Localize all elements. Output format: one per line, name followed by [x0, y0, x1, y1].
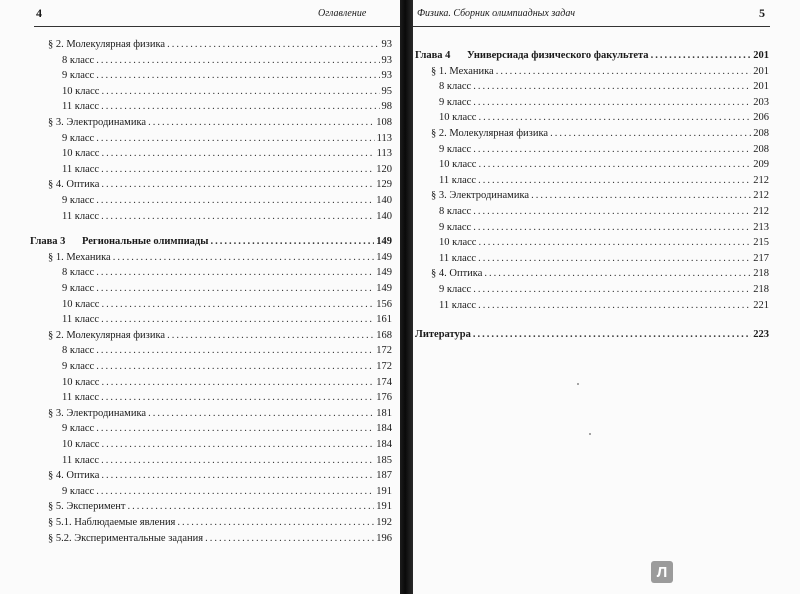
left-header-rule [34, 26, 400, 27]
toc-entry [62, 484, 392, 499]
dot-leader [473, 220, 751, 235]
toc-entry-label: 10 класс [62, 148, 100, 160]
toc-page-number: 149 [376, 283, 392, 294]
toc-entry [62, 209, 392, 224]
toc-entry [62, 297, 392, 312]
dot-leader [101, 146, 374, 161]
toc-entry [48, 515, 392, 530]
left-page-number: 4 [36, 6, 42, 20]
toc-entry-label: 11 класс [439, 174, 477, 186]
dot-leader [96, 421, 374, 436]
toc-page-number: 184 [376, 439, 392, 450]
toc-page-number: 201 [753, 81, 769, 93]
dot-leader [148, 115, 374, 130]
toc-entry [439, 173, 769, 188]
dot-leader [96, 265, 374, 280]
dot-leader [478, 157, 751, 172]
toc-entry-label: 11 класс [62, 163, 100, 175]
dot-leader [473, 95, 751, 110]
toc-entry-label: 11 класс [62, 454, 100, 466]
toc-entry-label: § 3. Электродинамика [48, 117, 147, 128]
toc-entry [62, 84, 392, 99]
toc-entry-label: 8 класс [439, 206, 472, 217]
toc-entry [48, 531, 392, 546]
toc-entry [439, 95, 769, 110]
dot-leader [473, 142, 751, 157]
toc-page-number: 187 [376, 470, 392, 482]
dot-leader [478, 235, 751, 250]
toc-entry-label: 11 класс [439, 299, 477, 311]
toc-chapter-label [415, 48, 649, 63]
left-running-title: Оглавление [318, 8, 367, 19]
toc-entry [48, 468, 392, 483]
toc-entry-label: 8 класс [439, 81, 472, 93]
dot-leader [531, 188, 751, 203]
toc-page-number: 108 [376, 117, 392, 128]
toc-entry [62, 53, 392, 68]
toc-entry [439, 298, 769, 313]
dot-leader [101, 209, 374, 224]
toc-entry-label: 9 класс [62, 70, 95, 82]
toc-page-number: 120 [376, 163, 392, 175]
toc-page-number: 196 [376, 532, 392, 544]
toc-entry-label: 9 класс [62, 361, 95, 372]
toc-entry [439, 220, 769, 235]
paper-speck [577, 383, 579, 385]
toc-entry-label: § 4. Оптика [48, 470, 100, 482]
toc-page-number: 140 [376, 195, 392, 206]
toc-page-number: 206 [753, 112, 769, 124]
toc-entry-label: 10 класс [62, 376, 100, 388]
dot-leader [113, 250, 375, 265]
toc-page-number: 218 [753, 268, 769, 280]
toc-page-number: 113 [376, 132, 392, 144]
dot-leader [101, 162, 374, 177]
toc-entry-label: 10 класс [439, 159, 477, 171]
toc-entry-label: 9 класс [439, 143, 472, 155]
toc-entry-label: § 2. Молекулярная физика [48, 39, 166, 50]
toc-entry [62, 359, 392, 374]
toc-entry-label: § 1. Механика [48, 251, 111, 263]
toc-entry-label: 10 класс [62, 439, 100, 450]
toc-chapter-entry [30, 234, 392, 249]
toc-page-number: 93 [381, 70, 392, 82]
toc-page-number: 185 [376, 454, 392, 466]
toc-entry [439, 157, 769, 172]
toc-page-number: 149 [376, 236, 392, 248]
toc-entry [431, 188, 769, 203]
dot-leader [473, 204, 751, 219]
toc-entry-label: § 5. Эксперимент [48, 501, 126, 513]
toc-entry [48, 177, 392, 192]
toc-page-number: 217 [753, 252, 769, 264]
toc-entry-label: 9 класс [62, 132, 95, 144]
toc-page-number: 208 [753, 128, 769, 139]
dot-leader [478, 251, 751, 266]
dot-leader [101, 297, 374, 312]
toc-entry [431, 64, 769, 79]
right-page [413, 0, 800, 594]
dot-leader [101, 453, 374, 468]
toc-entry-label: § 2. Молекулярная физика [48, 329, 166, 341]
toc-page-number: 168 [376, 329, 392, 341]
toc-entry-label: 11 класс [62, 210, 100, 222]
toc-entry [62, 375, 392, 390]
dot-leader [484, 266, 751, 281]
book-spine [400, 0, 413, 594]
toc-entry [62, 162, 392, 177]
toc-page-number: 93 [381, 39, 392, 50]
toc-entry-label: 11 класс [439, 252, 477, 264]
toc-entry [62, 312, 392, 327]
toc-page-number: 209 [753, 159, 769, 171]
toc-page-number: 191 [376, 485, 392, 497]
dot-leader [473, 282, 751, 297]
toc-page-number: 176 [376, 392, 392, 404]
dot-leader [101, 84, 379, 99]
dot-leader [473, 79, 751, 94]
dot-leader [651, 48, 752, 63]
toc-chapter-label [30, 234, 208, 249]
toc-entry [439, 142, 769, 157]
toc-entry [439, 235, 769, 250]
toc-page-number: 95 [381, 85, 392, 97]
toc-entry [439, 282, 769, 297]
toc-page-number: 192 [376, 517, 392, 528]
toc-page-number: 149 [376, 251, 392, 263]
toc-entry-label: 10 класс [62, 298, 100, 310]
dot-leader [96, 53, 379, 68]
toc-page-number: 212 [753, 206, 769, 217]
toc-entry-label: 9 класс [62, 283, 95, 294]
toc-entry-label: 9 класс [62, 195, 95, 206]
toc-entry [62, 343, 392, 358]
dot-leader [210, 234, 374, 249]
dot-leader [478, 298, 751, 313]
toc-page-number: 218 [753, 284, 769, 295]
toc-entry-label: § 2. Молекулярная физика [431, 128, 549, 139]
dot-leader [496, 64, 752, 79]
toc-entry-label: Литература [415, 329, 471, 341]
toc-entry [431, 266, 769, 281]
toc-entry-label: 9 класс [439, 221, 472, 233]
toc-page-number: 156 [376, 298, 392, 310]
toc-entry-label: § 3. Электродинамика [48, 407, 147, 419]
dot-leader [473, 327, 751, 342]
toc-entry [48, 115, 392, 130]
right-page-header [413, 6, 800, 24]
dot-leader [96, 484, 374, 499]
toc-page-number: 98 [381, 101, 392, 113]
paper-speck [589, 433, 591, 435]
dot-leader [478, 110, 751, 125]
toc-entry-label: 9 класс [439, 284, 472, 295]
toc-page-number: 113 [376, 148, 392, 160]
toc-entry-label: 11 класс [62, 101, 100, 113]
toc-entry [439, 79, 769, 94]
toc-entry-label: 8 класс [62, 267, 95, 279]
dot-leader [96, 359, 374, 374]
toc-page-number: 172 [376, 361, 392, 372]
toc-entry [62, 453, 392, 468]
toc-entry-label: 10 класс [439, 237, 477, 249]
toc-entry-label: § 4. Оптика [48, 179, 100, 191]
toc-entry [62, 99, 392, 114]
toc-entry-label: 9 класс [62, 423, 95, 435]
toc-entry [48, 328, 392, 343]
dot-leader [101, 375, 374, 390]
dot-leader [96, 68, 379, 83]
toc-entry [62, 281, 392, 296]
toc-page-number: 181 [376, 407, 392, 419]
dot-leader [96, 131, 374, 146]
toc-entry [62, 68, 392, 83]
toc-entry [62, 265, 392, 280]
toc-chapter-title: Универсиада физического факультета [467, 50, 649, 61]
toc-page-number: 215 [753, 237, 769, 249]
toc-entry [62, 390, 392, 405]
toc-page-number: 93 [381, 54, 392, 66]
toc-chapter-entry [415, 48, 769, 63]
right-header-rule [413, 26, 770, 27]
toc-entry [62, 193, 392, 208]
toc-entry-label: 8 класс [62, 345, 95, 357]
dot-leader [96, 343, 374, 358]
toc-entry-label: 9 класс [439, 96, 472, 108]
toc-entry-label: 10 класс [439, 112, 477, 124]
toc-entry [48, 406, 392, 421]
right-page-number: 5 [759, 6, 765, 20]
toc-entry [62, 131, 392, 146]
toc-page-number: 213 [753, 221, 769, 233]
toc-chapter-number: Глава 4 [415, 50, 451, 61]
toc-entry-label: 9 класс [62, 485, 95, 497]
toc-entry [62, 437, 392, 452]
toc-entry-label: § 5.1. Наблюдаемые явления [48, 517, 176, 528]
dot-leader [127, 499, 374, 514]
toc-entry-label: 10 класс [62, 85, 100, 97]
dot-leader [96, 281, 374, 296]
toc-entry [48, 37, 392, 52]
toc-chapter-number: Глава 3 [30, 236, 66, 248]
toc-entry [62, 421, 392, 436]
left-page-header [0, 6, 400, 24]
toc-entry [439, 251, 769, 266]
toc-entry [48, 250, 392, 265]
toc-entry [62, 146, 392, 161]
dot-leader [177, 515, 374, 530]
dot-leader [167, 328, 374, 343]
toc-entry-label: 11 класс [62, 314, 100, 326]
dot-leader [101, 177, 374, 192]
toc-page-number: 201 [753, 50, 769, 61]
dot-leader [550, 126, 751, 141]
toc-page-number: 208 [753, 143, 769, 155]
toc-entry [439, 204, 769, 219]
toc-entry [431, 126, 769, 141]
toc-entry-label: § 3. Электродинамика [431, 190, 530, 202]
toc-page-number: 184 [376, 423, 392, 435]
toc-page-number: 140 [376, 210, 392, 222]
toc-page-number: 212 [753, 174, 769, 186]
dot-leader [101, 99, 379, 114]
toc-entry-label: § 1. Механика [431, 65, 494, 77]
toc-page-number: 203 [753, 96, 769, 108]
toc-entry-label: 11 класс [62, 392, 100, 404]
dot-leader [478, 173, 751, 188]
toc-page-number: 129 [376, 179, 392, 191]
toc-entry [48, 499, 392, 514]
toc-page-number: 172 [376, 345, 392, 357]
toc-page-number: 149 [376, 267, 392, 279]
dot-leader [101, 390, 374, 405]
toc-page-number: 221 [753, 299, 769, 311]
toc-entry-label: § 5.2. Экспериментальные задания [48, 532, 204, 544]
dot-leader [148, 406, 374, 421]
toc-entry [439, 110, 769, 125]
dot-leader [101, 468, 374, 483]
dot-leader [101, 312, 374, 327]
toc-page-number: 161 [376, 314, 392, 326]
dot-leader [167, 37, 379, 52]
toc-page-number: 191 [376, 501, 392, 513]
dot-leader [96, 193, 374, 208]
toc-chapter-entry [415, 327, 769, 342]
dot-leader [101, 437, 374, 452]
toc-chapter-title: Региональные олимпиады [82, 236, 209, 248]
right-running-title: Физика. Сборник олимпиадных задач [417, 8, 575, 19]
toc-page-number: 212 [753, 190, 769, 202]
watermark-logo: Л [651, 561, 673, 583]
toc-entry-label: § 4. Оптика [431, 268, 483, 280]
toc-page-number: 174 [376, 376, 392, 388]
toc-page-number: 201 [753, 65, 769, 77]
toc-page-number: 223 [753, 329, 769, 341]
toc-entry-label: 8 класс [62, 54, 95, 66]
dot-leader [205, 531, 374, 546]
